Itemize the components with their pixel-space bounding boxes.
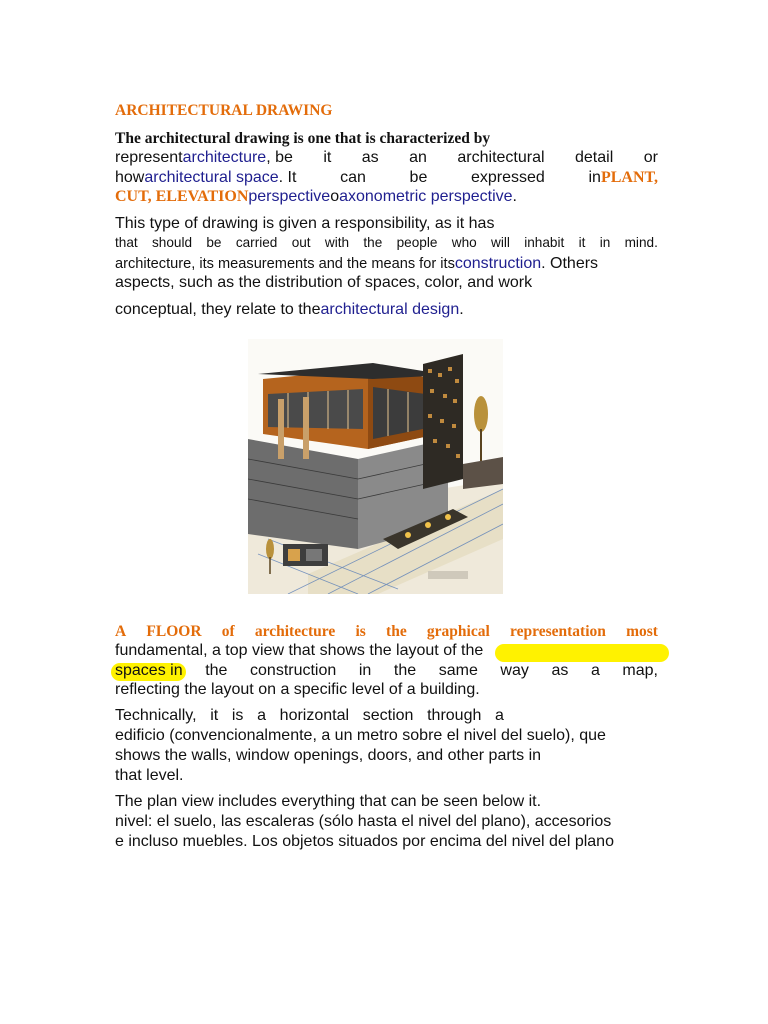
section-heading: ARCHITECTURAL DRAWING: [115, 102, 333, 119]
p2-line-4: aspects, such as the distribution of spaces, color, and work: [115, 274, 533, 291]
p3-l3-word: the: [205, 662, 228, 679]
cut-elevation-term: CUT, ELEVATION: [115, 188, 249, 205]
p5-line-2: nivel: el suelo, las escaleras (sólo hasta el nivel del plano), accesorios: [115, 813, 612, 830]
p1-l2-word: as: [361, 149, 379, 166]
p4-l1-word: horizontal: [279, 707, 350, 724]
p2-l2-word: will: [491, 235, 510, 250]
p3-l3-word: way: [500, 662, 529, 679]
p4-line-3: shows the walls, window openings, doors, and other parts in: [115, 747, 542, 764]
p2-l2-word: inhabit: [524, 235, 565, 250]
p2-l2-word: it: [578, 235, 586, 250]
p3-line-3: [115, 661, 658, 681]
p4-l1-word: is: [231, 707, 244, 724]
p3-line-4: reflecting the layout on a specific level of a building.: [115, 681, 480, 698]
p2-l2-word: mind.: [624, 235, 658, 250]
p3-l3-word: spaces in: [115, 662, 183, 679]
p1-line-3: [115, 168, 658, 188]
p3-l1-word: most: [626, 623, 658, 640]
p3-l3-word: a: [590, 662, 600, 679]
p3-l3-word: map,: [622, 662, 658, 679]
link-architectural-design[interactable]: architectural design: [320, 301, 460, 318]
p3-l1-word: A: [115, 623, 127, 640]
p1-l3-word: expressed: [471, 169, 545, 186]
p1-l2-word: detail: [575, 149, 614, 166]
p2-line-3: architecture, its measurements and the means for itsconstruction. Others: [115, 255, 599, 272]
p3-l3-word: construction: [250, 662, 337, 679]
p3-l1-word: graphical: [426, 623, 490, 640]
p1-l2-word: an: [409, 149, 427, 166]
p2-l2-word: out: [291, 235, 311, 250]
p2-l2-word: people: [396, 235, 438, 250]
p4-l1-word: a: [257, 707, 266, 724]
p3-l1-word: is: [355, 623, 366, 640]
p4-l1-word: section: [362, 707, 414, 724]
p4-l1-word: a: [495, 707, 504, 724]
link-axonometric-perspective[interactable]: axonometric perspective: [339, 188, 513, 205]
p2-l2-word: that: [115, 235, 138, 250]
p2-l2-word: carried: [235, 235, 278, 250]
link-construction[interactable]: construction: [454, 255, 542, 272]
p2-line-2: [115, 233, 658, 253]
p4-l1-word: Technically,: [115, 707, 197, 724]
p2-l2-word: with: [324, 235, 350, 250]
p1-l2-word: or: [643, 149, 658, 166]
p2-l2-word: the: [363, 235, 383, 250]
p3-l3-word: in: [358, 662, 372, 679]
p3-l1-word: of: [221, 623, 235, 640]
p4-line-2: edificio (convencionalmente, a un metro sobre el nivel del suelo), que: [115, 727, 606, 744]
p1-line-4: CUT, ELEVATIONperspectiveoaxonometric perspective.: [115, 188, 517, 205]
p2-l2-word: in: [599, 235, 611, 250]
p2-line-1: This type of drawing is given a responsibility, as it has: [115, 215, 495, 232]
architectural-sketch-image: [248, 339, 503, 594]
p3-l3-word: the: [393, 662, 417, 679]
p1-l3-word: can: [340, 169, 366, 186]
building-sketch-drawing: [248, 339, 503, 594]
highlighted-text: he: [465, 642, 484, 659]
p1-l3-word: howarchitectural space. It: [115, 169, 297, 186]
p1-l3-word: be: [409, 169, 428, 186]
p3-l1-word: the: [386, 623, 407, 640]
p1-line-2: [115, 148, 658, 168]
p1-l2-word: representarchitecture, be: [115, 149, 293, 166]
p4-line-1: [115, 706, 504, 726]
p2-line-5: conceptual, they relate to thearchitectural design.: [115, 301, 464, 318]
p5-line-3: e incluso muebles. Los objetos situados por encima del nivel del plano: [115, 833, 614, 850]
p3-l3-word: same: [438, 662, 478, 679]
p3-line-2: fundamental, a top view that shows the layout of the: [115, 642, 484, 659]
p2-l2-word: should: [152, 235, 193, 250]
p1-line-1: The architectural drawing is one that is characterized by: [115, 130, 491, 147]
p4-l1-word: through: [427, 707, 482, 724]
plant-term: PLANT,: [600, 169, 658, 186]
p3-l3-word: as: [551, 662, 569, 679]
p3-l1-word: representation: [510, 623, 606, 640]
p2-l2-word: who: [451, 235, 477, 250]
p1-l3-word: inPLANT,: [588, 169, 658, 186]
link-architectural-space[interactable]: architectural space: [144, 169, 279, 186]
p4-l1-word: it: [210, 707, 219, 724]
p4-line-4: that level.: [115, 767, 184, 784]
p3-l1-word: architecture: [254, 623, 336, 640]
link-perspective[interactable]: perspective: [248, 188, 331, 205]
p1-l2-word: it: [323, 149, 332, 166]
link-architecture[interactable]: architecture: [182, 149, 267, 166]
p3-l1-word: FLOOR: [146, 623, 202, 640]
p5-line-1: The plan view includes everything that can be seen below it.: [115, 793, 542, 810]
p3-line-1: [115, 622, 658, 642]
highlighted-text: spaces i: [115, 662, 174, 679]
p2-l2-word: be: [206, 235, 222, 250]
p1-l2-word: architectural: [457, 149, 545, 166]
